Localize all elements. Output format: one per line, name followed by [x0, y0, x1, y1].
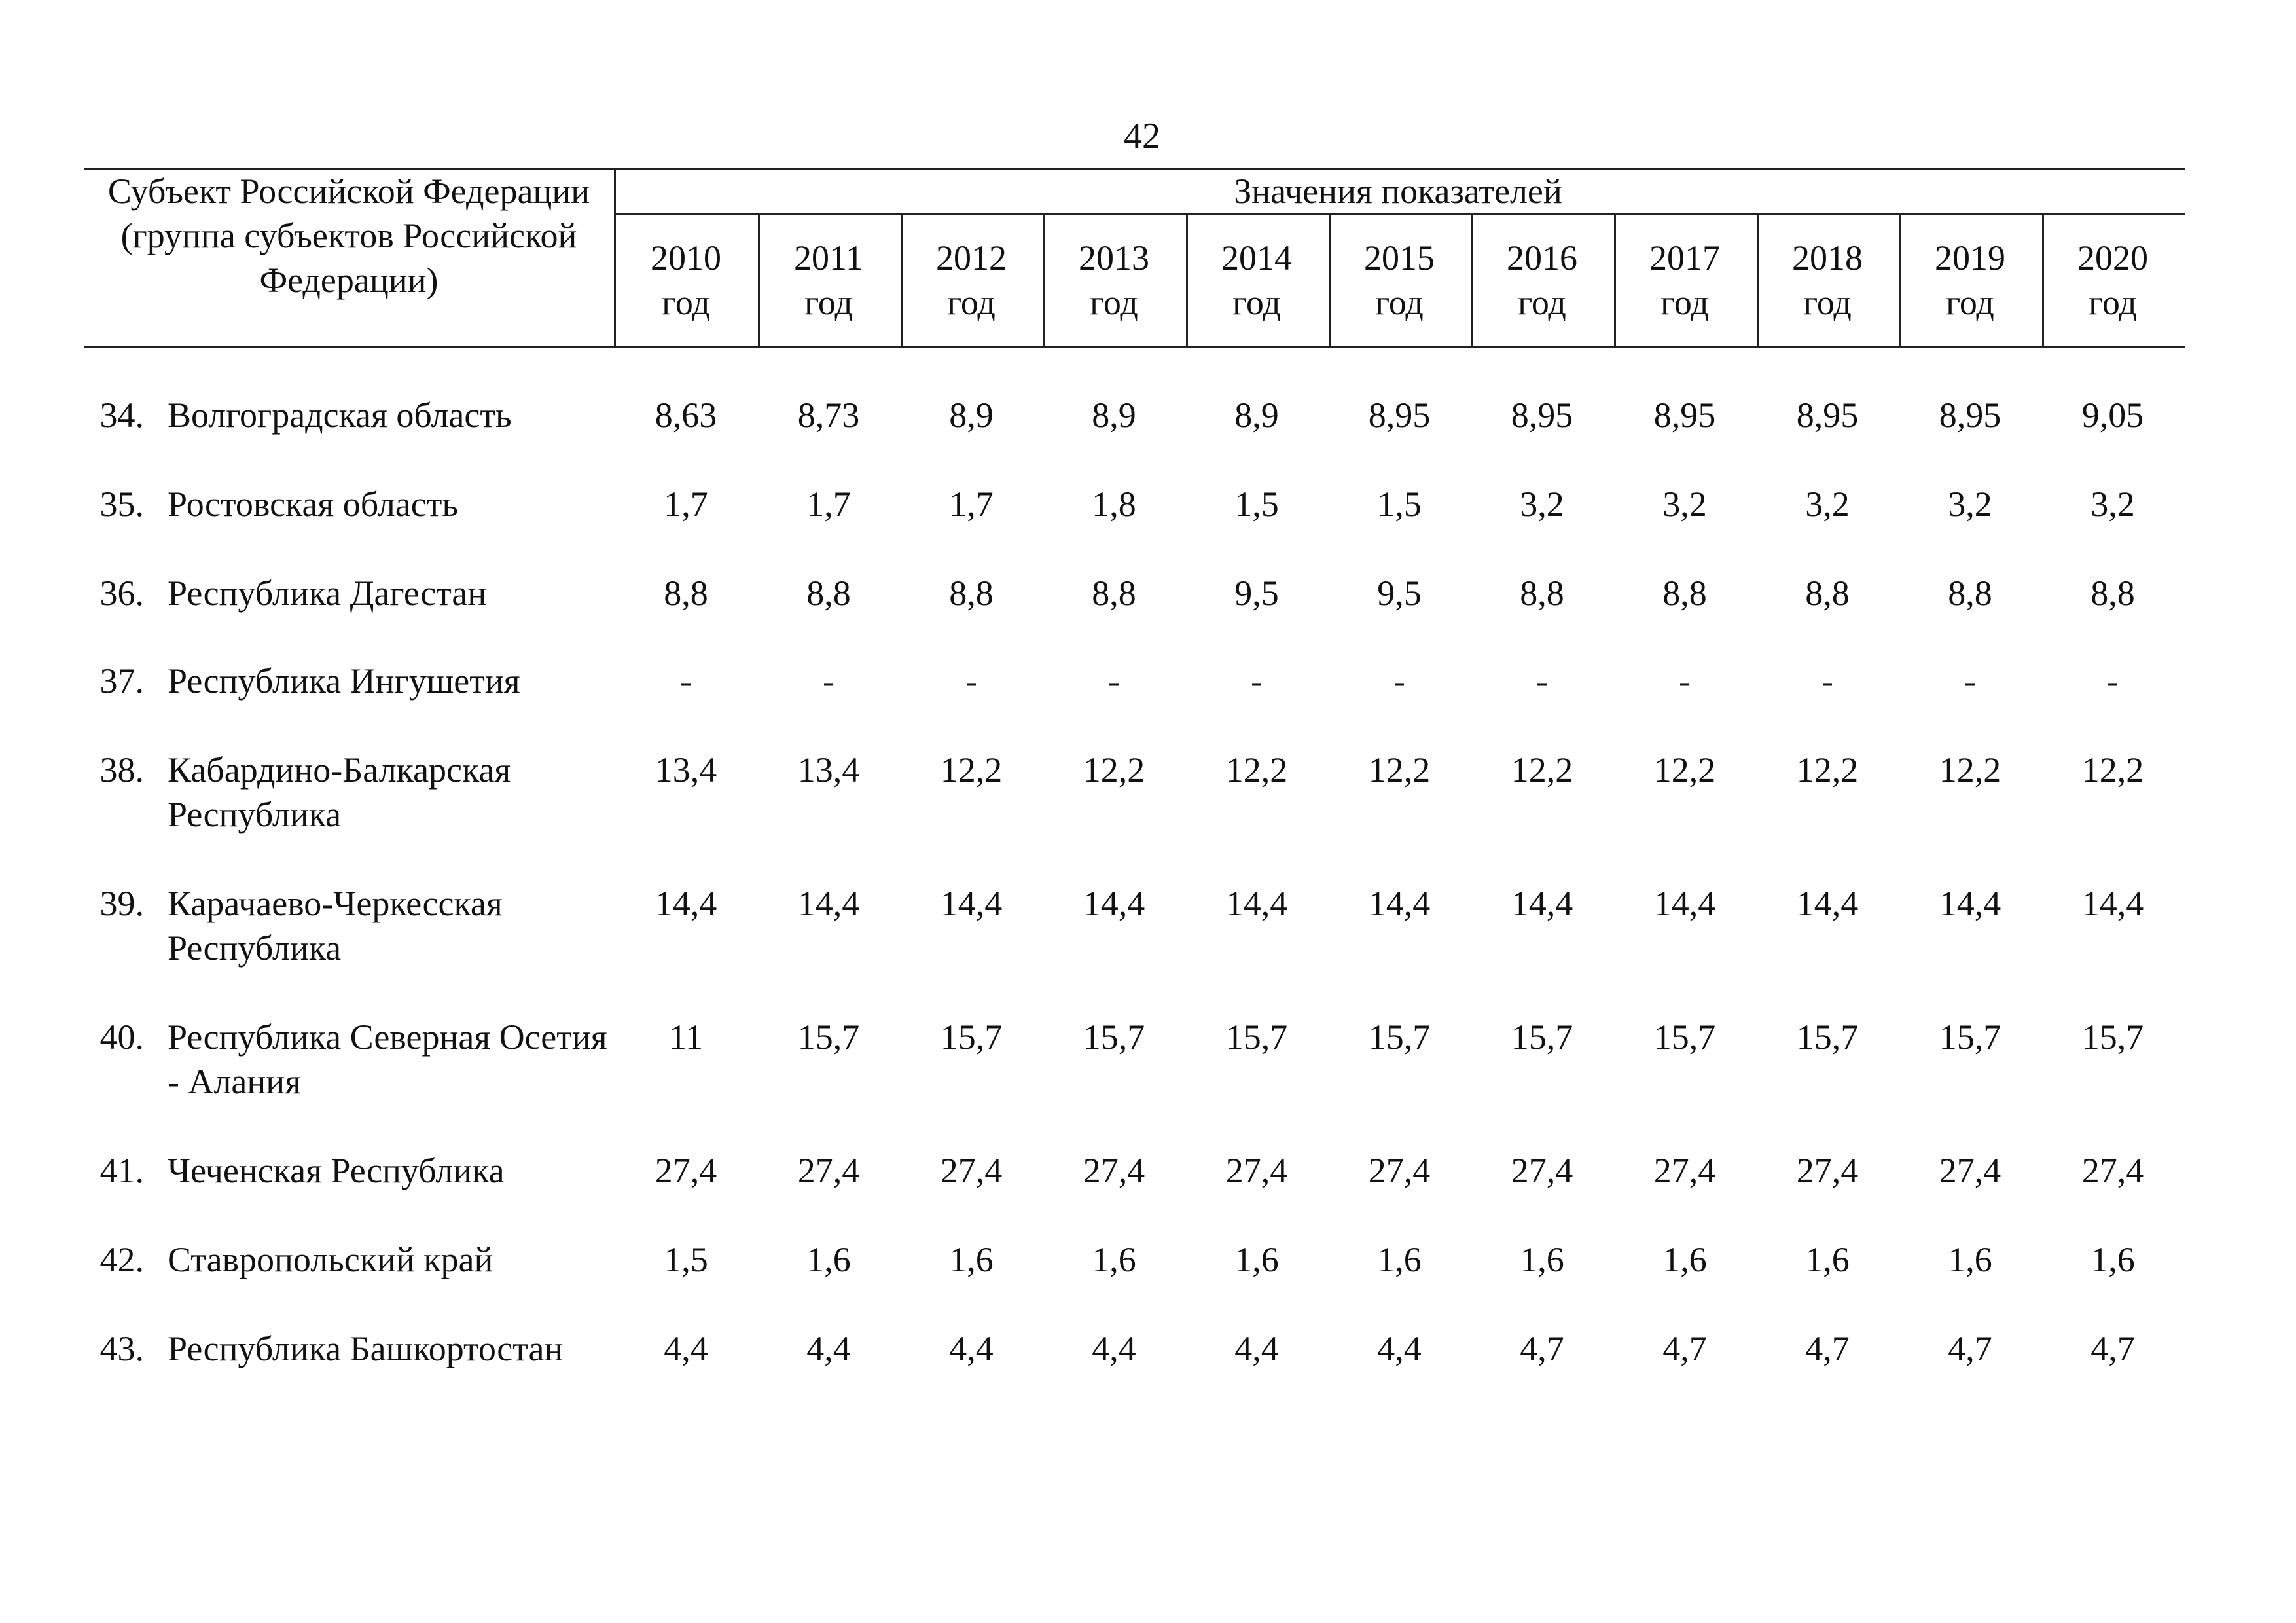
value-cell: 1,8	[1092, 484, 1136, 524]
value-cell: 13,4	[655, 750, 717, 790]
value-cell: 8,8	[806, 574, 851, 613]
value-cell: 12,2	[1368, 750, 1431, 790]
value-cell: 15,7	[1083, 1017, 1145, 1057]
value-cell: 14,4	[1368, 884, 1431, 923]
header-bottom-rule	[84, 346, 2185, 348]
value-cell: 15,7	[1225, 1017, 1288, 1057]
value-cell: 1,6	[1092, 1240, 1136, 1279]
value-cell: 4,7	[2090, 1329, 2135, 1368]
value-cell: 4,4	[806, 1329, 851, 1368]
year-unit: год	[1946, 283, 1994, 322]
value-cell: 14,4	[797, 884, 860, 923]
value-cell: 15,7	[797, 1017, 860, 1057]
value-cell: 27,4	[655, 1151, 717, 1190]
year-label: 2017	[1649, 238, 1720, 278]
value-cell: 9,5	[1377, 574, 1422, 613]
value-cell: 27,4	[1653, 1151, 1716, 1190]
value-cell: 3,2	[2090, 484, 2135, 524]
year-label: 2018	[1792, 238, 1863, 278]
year-label: 2019	[1935, 238, 2005, 278]
value-cell: -	[680, 661, 692, 701]
value-cell: 3,2	[1520, 484, 1564, 524]
value-cell: 8,9	[1234, 395, 1279, 435]
value-cell: 3,2	[1805, 484, 1850, 524]
value-cell: 8,8	[949, 574, 994, 613]
page-number: 42	[1124, 116, 1160, 156]
value-cell: 4,4	[664, 1329, 708, 1368]
value-cell: 4,7	[1948, 1329, 1992, 1368]
value-cell: 15,7	[1796, 1017, 1859, 1057]
value-cell: 13,4	[797, 750, 860, 790]
value-cell: 8,8	[1805, 574, 1850, 613]
region-name: Республика Ингушетия	[168, 661, 520, 701]
subject-column-header: Субъект Российской Федерации (группа субъектов Российской Федерации)	[107, 172, 590, 300]
row-number: 36.	[99, 574, 144, 613]
value-cell: -	[2107, 661, 2119, 701]
year-label: 2014	[1221, 238, 1292, 278]
value-cell: 9,5	[1234, 574, 1279, 613]
value-cell: 8,8	[664, 574, 708, 613]
year-header-2016	[1471, 236, 1613, 325]
year-unit: год	[2089, 283, 2137, 322]
value-cell: 1,5	[1377, 484, 1422, 524]
year-header-2017	[1614, 236, 1755, 325]
value-cell: -	[823, 661, 834, 701]
value-cell: 14,4	[2081, 884, 2144, 923]
year-header-2018	[1757, 236, 1898, 325]
region-name: Чеченская Республика	[168, 1151, 505, 1190]
year-unit: год	[1232, 283, 1281, 322]
value-cell: 8,95	[1653, 395, 1716, 435]
value-cell: 12,2	[1653, 750, 1716, 790]
value-cell: 8,95	[1368, 395, 1431, 435]
value-cell: 1,6	[806, 1240, 851, 1279]
region-name: Республика Башкортостан	[168, 1329, 564, 1368]
value-cell: 3,2	[1662, 484, 1707, 524]
value-cell: 27,4	[1939, 1151, 2001, 1190]
year-label: 2015	[1364, 238, 1435, 278]
value-cell: 14,4	[1511, 884, 1573, 923]
header-sub-rule	[615, 213, 2185, 215]
year-header-2015	[1329, 236, 1470, 325]
value-cell: 27,4	[1796, 1151, 1859, 1190]
row-number: 34.	[99, 395, 144, 435]
value-cell: 12,2	[1511, 750, 1573, 790]
value-cell: 8,9	[949, 395, 994, 435]
value-cell: 3,2	[1948, 484, 1992, 524]
value-cell: 1,6	[1520, 1240, 1564, 1279]
value-cell: 8,8	[2090, 574, 2135, 613]
value-cell: 27,4	[1511, 1151, 1573, 1190]
value-cell: 8,8	[1662, 574, 1707, 613]
value-cell: -	[1679, 661, 1691, 701]
value-cell: 15,7	[2081, 1017, 2144, 1057]
value-cell: 15,7	[940, 1017, 1003, 1057]
value-cell: 14,4	[655, 884, 717, 923]
value-cell: 15,7	[1653, 1017, 1716, 1057]
year-label: 2010	[651, 238, 721, 278]
value-cell: 8,8	[1092, 574, 1136, 613]
year-unit: год	[1090, 283, 1138, 322]
value-cell: 1,6	[2090, 1240, 2135, 1279]
value-cell: 11	[669, 1017, 703, 1057]
year-label: 2016	[1507, 238, 1577, 278]
value-cell: 8,95	[1939, 395, 2001, 435]
region-name: Кабардино-Балкарская Республика	[168, 750, 511, 834]
value-cell: 14,4	[1796, 884, 1859, 923]
row-number: 35.	[99, 484, 144, 524]
value-cell: 4,7	[1805, 1329, 1850, 1368]
value-cell: 27,4	[1083, 1151, 1145, 1190]
year-unit: год	[1803, 283, 1852, 322]
year-unit: год	[804, 283, 853, 322]
value-cell: -	[1821, 661, 1833, 701]
value-cell: 9,05	[2081, 395, 2144, 435]
value-cell: 15,7	[1511, 1017, 1573, 1057]
value-cell: 1,5	[1234, 484, 1279, 524]
value-cell: 12,2	[1083, 750, 1145, 790]
value-cell: 14,4	[1939, 884, 2001, 923]
value-cell: 1,6	[1377, 1240, 1422, 1279]
value-cell: -	[1251, 661, 1263, 701]
value-cell: 27,4	[1368, 1151, 1431, 1190]
year-label: 2020	[2077, 238, 2148, 278]
value-cell: 1,7	[949, 484, 994, 524]
value-cell: -	[1393, 661, 1405, 701]
value-cell: 12,2	[940, 750, 1003, 790]
value-cell: 1,6	[1234, 1240, 1279, 1279]
value-cell: 4,4	[949, 1329, 994, 1368]
row-number: 37.	[99, 661, 144, 701]
row-number: 41.	[99, 1151, 144, 1190]
region-name: Республика Северная Осетия - Алания	[168, 1017, 607, 1101]
value-cell: -	[965, 661, 977, 701]
value-cell: 12,2	[2081, 750, 2144, 790]
value-cell: 4,4	[1377, 1329, 1422, 1368]
value-cell: -	[1964, 661, 1976, 701]
region-name: Республика Дагестан	[168, 574, 487, 613]
row-number: 42.	[99, 1240, 144, 1279]
value-cell: 8,95	[1796, 395, 1859, 435]
value-cell: 8,95	[1511, 395, 1573, 435]
value-cell: 27,4	[797, 1151, 860, 1190]
value-cell: 14,4	[1083, 884, 1145, 923]
value-cell: 4,4	[1234, 1329, 1279, 1368]
year-header-2019	[1899, 236, 2041, 325]
value-cell: 15,7	[1939, 1017, 2001, 1057]
value-cell: 1,5	[664, 1240, 708, 1279]
row-number: 40.	[99, 1017, 144, 1057]
value-cell: 1,6	[1662, 1240, 1707, 1279]
value-cell: 27,4	[940, 1151, 1003, 1190]
value-cell: 1,7	[664, 484, 708, 524]
value-cell: 27,4	[2081, 1151, 2144, 1190]
value-cell: 4,4	[1092, 1329, 1136, 1368]
year-header-2011	[758, 236, 899, 325]
value-cell: 1,6	[1805, 1240, 1850, 1279]
value-cell: 14,4	[1653, 884, 1716, 923]
value-cell: 8,8	[1520, 574, 1564, 613]
year-unit: год	[1660, 283, 1709, 322]
value-cell: 8,9	[1092, 395, 1136, 435]
year-label: 2013	[1079, 238, 1149, 278]
value-cell: 1,7	[806, 484, 851, 524]
year-header-2012	[901, 236, 1042, 325]
row-number: 43.	[99, 1329, 144, 1368]
value-cell: 8,63	[655, 395, 717, 435]
values-group-header: Значения показателей	[1234, 172, 1562, 211]
year-header-2013	[1043, 236, 1185, 325]
year-unit: год	[1518, 283, 1566, 322]
year-unit: год	[662, 283, 710, 322]
value-cell: 1,6	[949, 1240, 994, 1279]
region-name: Ставропольский край	[168, 1240, 493, 1279]
value-cell: 8,73	[797, 395, 860, 435]
value-cell: -	[1536, 661, 1548, 701]
row-number: 38.	[99, 750, 144, 790]
year-label: 2011	[794, 238, 863, 278]
value-cell: 14,4	[940, 884, 1003, 923]
value-cell: 4,7	[1520, 1329, 1564, 1368]
value-cell: 8,8	[1948, 574, 1992, 613]
year-header-2020	[2042, 236, 2183, 325]
value-cell: 12,2	[1939, 750, 2001, 790]
value-cell: -	[1108, 661, 1120, 701]
region-name: Карачаево-Черкесская Республика	[168, 884, 503, 968]
value-cell: 12,2	[1796, 750, 1859, 790]
value-cell: 27,4	[1225, 1151, 1288, 1190]
year-header-2014	[1186, 236, 1327, 325]
year-unit: год	[1375, 283, 1424, 322]
value-cell: 4,7	[1662, 1329, 1707, 1368]
value-cell: 12,2	[1225, 750, 1288, 790]
region-name: Ростовская область	[168, 484, 458, 524]
value-cell: 14,4	[1225, 884, 1288, 923]
region-name: Волгоградская область	[168, 395, 512, 435]
value-cell: 15,7	[1368, 1017, 1431, 1057]
year-label: 2012	[936, 238, 1007, 278]
year-unit: год	[947, 283, 996, 322]
value-cell: 1,6	[1948, 1240, 1992, 1279]
year-header-2010	[615, 236, 757, 325]
row-number: 39.	[99, 884, 144, 923]
